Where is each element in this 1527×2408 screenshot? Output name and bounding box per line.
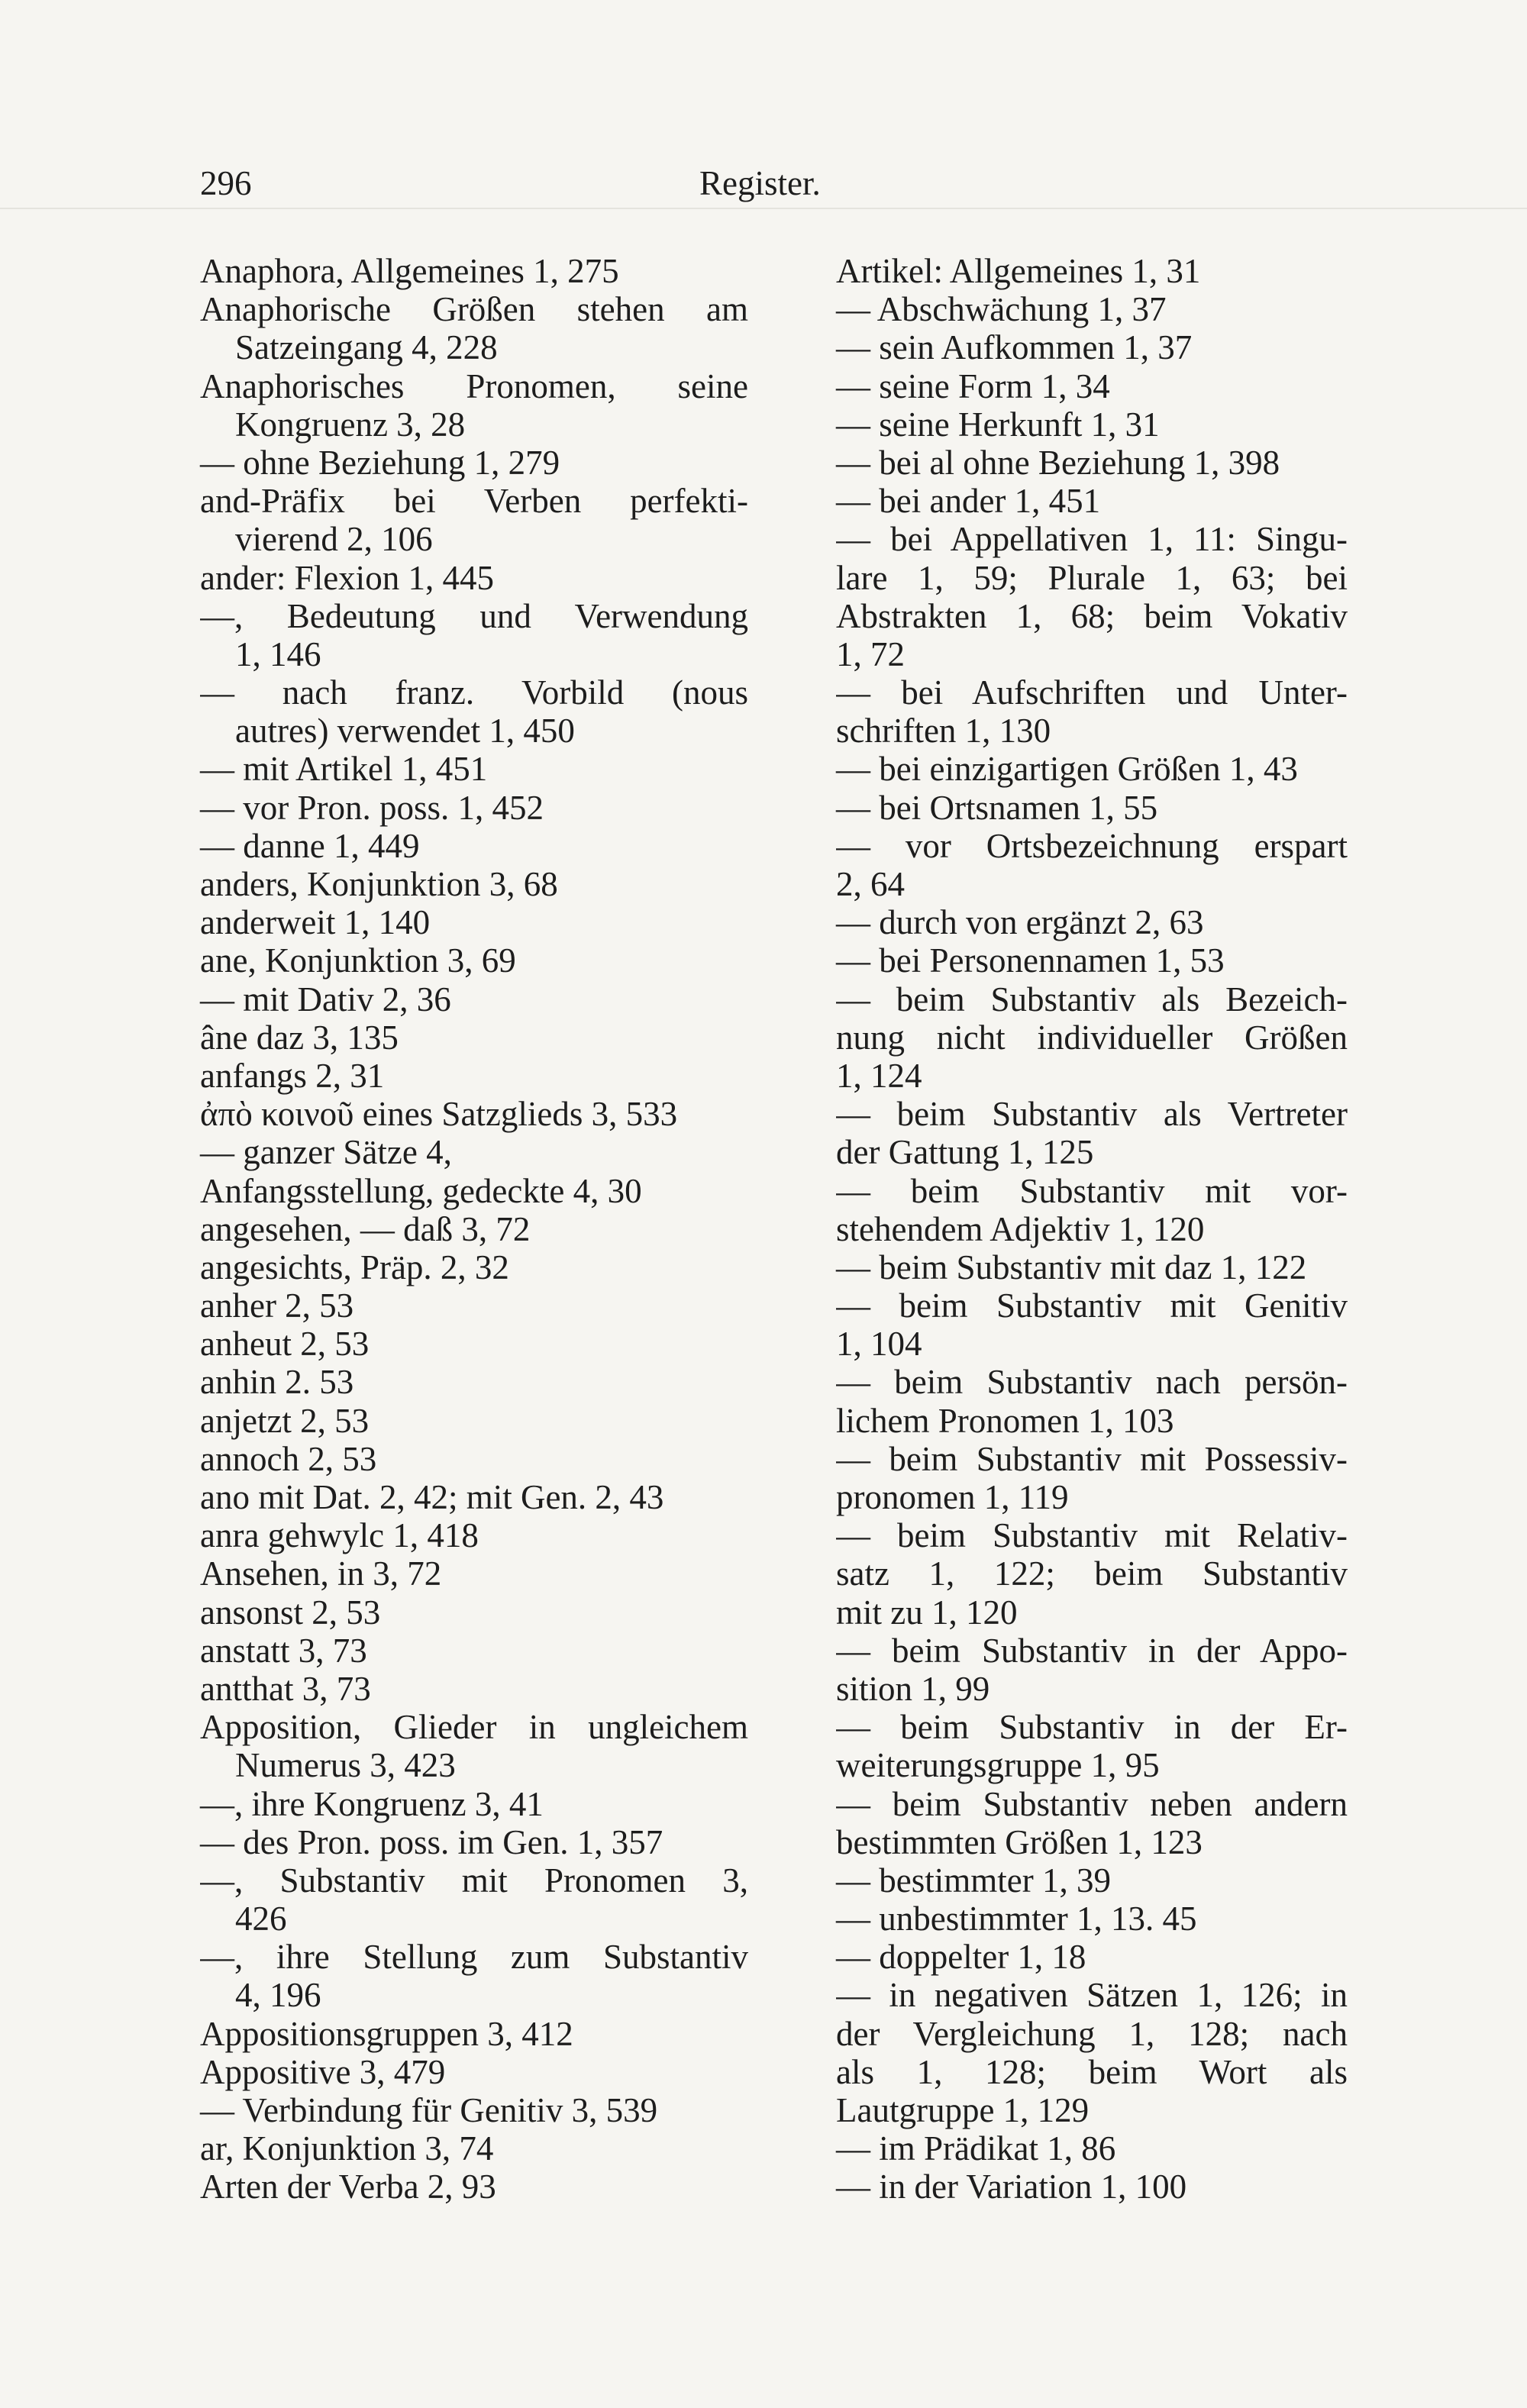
index-entry-line: — mit Artikel 1, 451 bbox=[200, 750, 488, 789]
index-entry-line: — beim Substantiv mit Possessiv- bbox=[836, 1439, 1348, 1478]
index-entry-line: Ansehen, in 3, 72 bbox=[200, 1554, 442, 1593]
index-entry-line: Lautgruppe 1, 129 bbox=[836, 2091, 1090, 2129]
index-entry-line: der Vergleichung 1, 128; nach bbox=[836, 2014, 1348, 2053]
index-entry-line: satz 1, 122; beim Substantiv bbox=[836, 1554, 1348, 1593]
index-entry-line: Numerus 3, 423 bbox=[235, 1746, 456, 1785]
index-entry-line: — beim Substantiv in der Appo- bbox=[836, 1631, 1348, 1670]
index-entry-line: bestimmten Größen 1, 123 bbox=[836, 1822, 1203, 1861]
index-entry-line: — beim Substantiv mit daz 1, 122 bbox=[836, 1248, 1307, 1286]
index-entry-line: — bei Appellativen 1, 11: Singu- bbox=[836, 520, 1348, 559]
index-entry-line: 1, 72 bbox=[836, 634, 905, 673]
index-entry-line: Anfangsstellung, gedeckte 4, 30 bbox=[200, 1171, 642, 1210]
index-entry-line: — nach franz. Vorbild (nous bbox=[200, 673, 748, 712]
index-entry-line: Apposition, Glieder in ungleichem bbox=[200, 1708, 748, 1747]
index-entry-line: Arten der Verba 2, 93 bbox=[200, 2168, 496, 2206]
index-entry-line: — beim Substantiv mit vor- bbox=[836, 1171, 1348, 1210]
index-entry-line: weiterungsgruppe 1, 95 bbox=[836, 1746, 1160, 1785]
index-entry-line: — beim Substantiv als Vertreter bbox=[836, 1095, 1348, 1134]
index-entry-line: Kongruenz 3, 28 bbox=[235, 405, 466, 444]
index-entry-line: ἀπὸ κοινοῦ eines Satzglieds 3, 533 bbox=[200, 1095, 678, 1134]
index-entry-line: anher 2, 53 bbox=[200, 1286, 354, 1325]
index-entry-line: als 1, 128; beim Wort als bbox=[836, 2052, 1348, 2091]
index-entry-line: — Abschwächung 1, 37 bbox=[836, 290, 1167, 329]
index-entry-line: Anaphorisches Pronomen, seine bbox=[200, 366, 748, 405]
index-entry-line: — bei al ohne Beziehung 1, 398 bbox=[836, 443, 1280, 482]
index-entry-line: — beim Substantiv mit Genitiv bbox=[836, 1286, 1348, 1325]
index-entry-line: — seine Herkunft 1, 31 bbox=[836, 405, 1160, 444]
index-entry-line: Artikel: Allgemeines 1, 31 bbox=[836, 252, 1201, 290]
index-entry-line: —, Bedeutung und Verwendung bbox=[200, 596, 748, 635]
index-entry-line: angesehen, — daß 3, 72 bbox=[200, 1209, 531, 1248]
index-entry-line: anderweit 1, 140 bbox=[200, 903, 431, 942]
index-entry-line: lichem Pronomen 1, 103 bbox=[836, 1401, 1174, 1440]
index-entry-line: —, ihre Kongruenz 3, 41 bbox=[200, 1784, 544, 1823]
index-entry-line: anra gehwylc 1, 418 bbox=[200, 1516, 479, 1555]
index-entry-line: — in der Variation 1, 100 bbox=[836, 2168, 1187, 2206]
index-entry-line: — bei einzigartigen Größen 1, 43 bbox=[836, 750, 1298, 789]
index-column-left bbox=[200, 252, 748, 2206]
index-entry-line: — sein Aufkommen 1, 37 bbox=[836, 328, 1193, 367]
index-entry-line: âne daz 3, 135 bbox=[200, 1018, 399, 1057]
index-entry-line: ane, Konjunktion 3, 69 bbox=[200, 941, 516, 980]
index-entry-line: 1, 124 bbox=[836, 1056, 922, 1095]
page-header-rule bbox=[0, 208, 1527, 209]
index-column-right bbox=[836, 252, 1348, 2206]
index-entry-line: — bei Ortsnamen 1, 55 bbox=[836, 788, 1158, 827]
index-entry-line: — bei ander 1, 451 bbox=[836, 482, 1101, 521]
index-entry-line: — ganzer Sätze 4, bbox=[200, 1133, 452, 1172]
index-entry-line: anjetzt 2, 53 bbox=[200, 1401, 370, 1440]
running-title: Register. bbox=[699, 164, 821, 202]
index-entry-line: — bei Aufschriften und Unter- bbox=[836, 673, 1348, 712]
index-entry-line: — danne 1, 449 bbox=[200, 826, 420, 865]
index-entry-line: — beim Substantiv in der Er- bbox=[836, 1708, 1348, 1747]
index-entry-line: lare 1, 59; Plurale 1, 63; bei bbox=[836, 558, 1348, 597]
index-entry-line: 1, 104 bbox=[836, 1325, 922, 1364]
index-entry-line: — unbestimmter 1, 13. 45 bbox=[836, 1900, 1197, 1938]
index-entry-line: Abstrakten 1, 68; beim Vokativ bbox=[836, 596, 1348, 635]
index-entry-line: — vor Pron. poss. 1, 452 bbox=[200, 788, 544, 827]
index-entry-line: Anaphora, Allgemeines 1, 275 bbox=[200, 252, 619, 290]
index-entry-line: —, ihre Stellung zum Substantiv bbox=[200, 1938, 748, 1977]
index-entry-line: schriften 1, 130 bbox=[836, 712, 1051, 750]
index-entry-line: — bestimmter 1, 39 bbox=[836, 1861, 1111, 1900]
index-entry-line: Appositionsgruppen 3, 412 bbox=[200, 2014, 573, 2053]
index-entry-line: — ohne Beziehung 1, 279 bbox=[200, 443, 560, 482]
index-entry-line: 4, 196 bbox=[235, 1976, 321, 2015]
index-entry-line: anders, Konjunktion 3, 68 bbox=[200, 865, 558, 903]
index-entry-line: anheut 2, 53 bbox=[200, 1325, 370, 1364]
index-entry-line: angesichts, Präp. 2, 32 bbox=[200, 1248, 509, 1286]
index-entry-line: 426 bbox=[235, 1900, 287, 1938]
index-entry-line: antthat 3, 73 bbox=[200, 1669, 371, 1708]
index-entry-line: mit zu 1, 120 bbox=[836, 1593, 1018, 1632]
index-entry-line: annoch 2, 53 bbox=[200, 1439, 377, 1478]
index-entry-line: anstatt 3, 73 bbox=[200, 1631, 367, 1670]
index-entry-line: vierend 2, 106 bbox=[235, 520, 433, 559]
index-entry-line: ar, Konjunktion 3, 74 bbox=[200, 2129, 494, 2168]
index-entry-line: — des Pron. poss. im Gen. 1, 357 bbox=[200, 1822, 663, 1861]
index-entry-line: stehendem Adjektiv 1, 120 bbox=[836, 1209, 1205, 1248]
index-entry-line: — doppelter 1, 18 bbox=[836, 1938, 1086, 1977]
index-entry-line: — seine Form 1, 34 bbox=[836, 366, 1110, 405]
index-entry-line: nung nicht individueller Größen bbox=[836, 1018, 1348, 1057]
index-entry-line: — im Prädikat 1, 86 bbox=[836, 2129, 1116, 2168]
index-entry-line: Appositive 3, 479 bbox=[200, 2052, 446, 2091]
index-entry-line: — Verbindung für Genitiv 3, 539 bbox=[200, 2091, 658, 2129]
index-entry-line: — vor Ortsbezeichnung erspart bbox=[836, 826, 1348, 865]
index-entry-line: — beim Substantiv als Bezeich- bbox=[836, 980, 1348, 1018]
index-entry-line: — beim Substantiv mit Relativ- bbox=[836, 1516, 1348, 1555]
index-entry-line: 2, 64 bbox=[836, 865, 905, 903]
index-entry-line: anhin 2. 53 bbox=[200, 1363, 354, 1402]
index-entry-line: — mit Dativ 2, 36 bbox=[200, 980, 451, 1018]
index-entry-line: — bei Personennamen 1, 53 bbox=[836, 941, 1225, 980]
index-entry-line: autres) verwendet 1, 450 bbox=[235, 712, 575, 750]
index-entry-line: — durch von ergänzt 2, 63 bbox=[836, 903, 1204, 942]
index-entry-line: anfangs 2, 31 bbox=[200, 1056, 385, 1095]
index-entry-line: Anaphorische Größen stehen am bbox=[200, 290, 748, 329]
index-entry-line: sition 1, 99 bbox=[836, 1669, 990, 1708]
index-entry-line: — beim Substantiv neben andern bbox=[836, 1784, 1348, 1823]
index-entry-line: 1, 146 bbox=[235, 634, 321, 673]
index-entry-line: ansonst 2, 53 bbox=[200, 1593, 381, 1632]
index-entry-line: Satzeingang 4, 228 bbox=[235, 328, 498, 367]
index-entry-line: — beim Substantiv nach persön- bbox=[836, 1363, 1348, 1402]
index-entry-line: —, Substantiv mit Pronomen 3, bbox=[200, 1861, 748, 1900]
index-entry-line: ander: Flexion 1, 445 bbox=[200, 558, 494, 597]
page-number: 296 bbox=[200, 164, 252, 202]
index-entry-line: pronomen 1, 119 bbox=[836, 1478, 1069, 1516]
index-entry-line: der Gattung 1, 125 bbox=[836, 1133, 1094, 1172]
index-entry-line: and-Präfix bei Verben perfekti- bbox=[200, 482, 748, 521]
index-entry-line: — in negativen Sätzen 1, 126; in bbox=[836, 1976, 1348, 2015]
index-entry-line: ano mit Dat. 2, 42; mit Gen. 2, 43 bbox=[200, 1478, 664, 1516]
